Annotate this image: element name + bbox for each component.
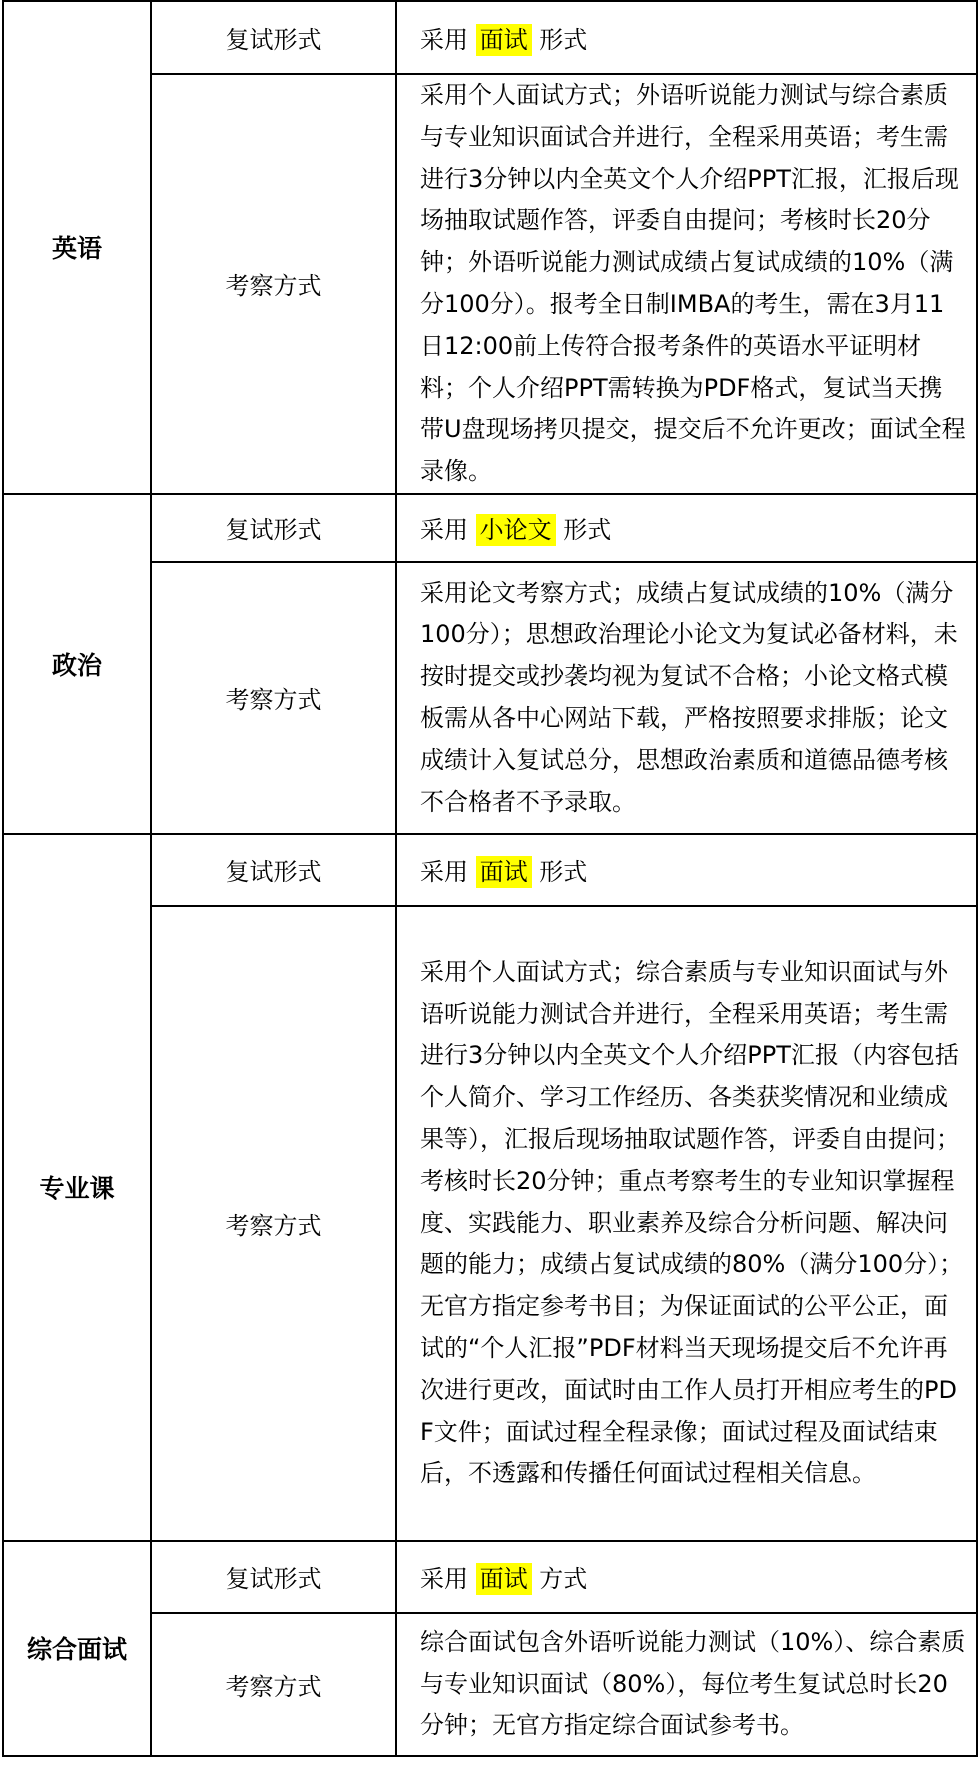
subject-cell: 综合面试 bbox=[3, 1541, 151, 1756]
form-value bbox=[396, 494, 977, 562]
subject-cell: 政治 bbox=[3, 494, 151, 834]
table-row bbox=[3, 1541, 977, 1613]
method-desc: 采用论文考察方式；成绩占复试成绩的10%（满分100分）；思想政治理论小论文为复试必备材料，未按时提交或抄袭均视为复试不合格；小论文格式模板需从各中心网站下载，严格按照要求排版；论文成绩计入复试总分，思想政治素质和道德品德考核不合格者不予录取。 bbox=[420, 578, 958, 816]
retest-table bbox=[2, 0, 978, 1757]
method-label: 考察方式 bbox=[151, 74, 396, 494]
method-text bbox=[396, 1613, 977, 1756]
form-prefix: 采用 bbox=[420, 26, 468, 54]
form-highlight: 小论文 bbox=[476, 514, 556, 546]
form-prefix: 采用 bbox=[420, 858, 468, 887]
table-row bbox=[3, 834, 977, 906]
form-highlight: 面试 bbox=[476, 1563, 532, 1595]
method-label: 考察方式 bbox=[151, 562, 396, 834]
method-desc: 采用个人面试方式；综合素质与专业知识面试与外语听说能力测试合并进行，全程采用英语；考生需进行3分钟以内全英文个人介绍PPT汇报（内容包括个人简介、学习工作经历、各类获奖情况和业绩成果等），汇报后现场抽取试题作答，评委自由提问；考核时长20分钟；重点考察考生的专业知识掌握程度、实践能力、职业素养及综合分析问题、解决问题的能力；成绩占复试成绩的80%（满分100分）；无官方指定参考书目；为保证面试的公平公正，面试的“个人汇报”PDF材料当天现场提交后不允许再次进行更改，面试时由工作人员打开相应考生的PDF文件；面试过程全程录像；面试过程及面试结束后，不透露和传播任何面试过程相关信息。 bbox=[420, 957, 964, 1488]
method-text bbox=[396, 906, 977, 1541]
form-label: 复试形式 bbox=[151, 1, 396, 74]
form-suffix: 形式 bbox=[563, 516, 612, 545]
method-text bbox=[396, 562, 977, 834]
form-suffix: 形式 bbox=[539, 858, 588, 887]
table-row bbox=[3, 494, 977, 562]
form-label: 复试形式 bbox=[151, 1541, 396, 1613]
form-highlight: 面试 bbox=[476, 24, 532, 56]
method-label: 考察方式 bbox=[151, 906, 396, 1541]
form-suffix: 方式 bbox=[539, 1565, 588, 1594]
method-desc: 采用个人面试方式；外语听说能力测试与综合素质与专业知识面试合并进行，全程采用英语；考生需进行3分钟以内全英文个人介绍PPT汇报，汇报后现场抽取试题作答，评委自由提问；考核时长20分钟；外语听说能力测试成绩占复试成绩的10%（满分100分）。报考全日制IMBA的考生，需在3月11日12:00前上传符合报考条件的英语水平证明材料；个人介绍PPT需转换为PDF格式，复试当天携带U盘现场拷贝提交，提交后不允许更改；面试全程录像。 bbox=[420, 81, 966, 486]
form-prefix: 采用 bbox=[420, 1565, 468, 1594]
form-label: 复试形式 bbox=[151, 834, 396, 906]
subject-cell: 英语 bbox=[3, 1, 151, 494]
form-suffix: 形式 bbox=[539, 26, 588, 54]
form-prefix: 采用 bbox=[420, 516, 468, 545]
method-desc: 综合面试包含外语听说能力测试（10%）、综合素质与专业知识面试（80%），每位考生复试总时长20分钟；无官方指定综合面试参考书。 bbox=[420, 1627, 966, 1740]
form-value bbox=[396, 1, 977, 74]
subject-cell: 专业课 bbox=[3, 834, 151, 1541]
form-highlight: 面试 bbox=[476, 856, 532, 888]
method-text bbox=[396, 74, 977, 494]
form-label: 复试形式 bbox=[151, 494, 396, 562]
method-label: 考察方式 bbox=[151, 1613, 396, 1756]
form-value bbox=[396, 1541, 977, 1613]
table-row bbox=[3, 1, 977, 74]
form-value bbox=[396, 834, 977, 906]
